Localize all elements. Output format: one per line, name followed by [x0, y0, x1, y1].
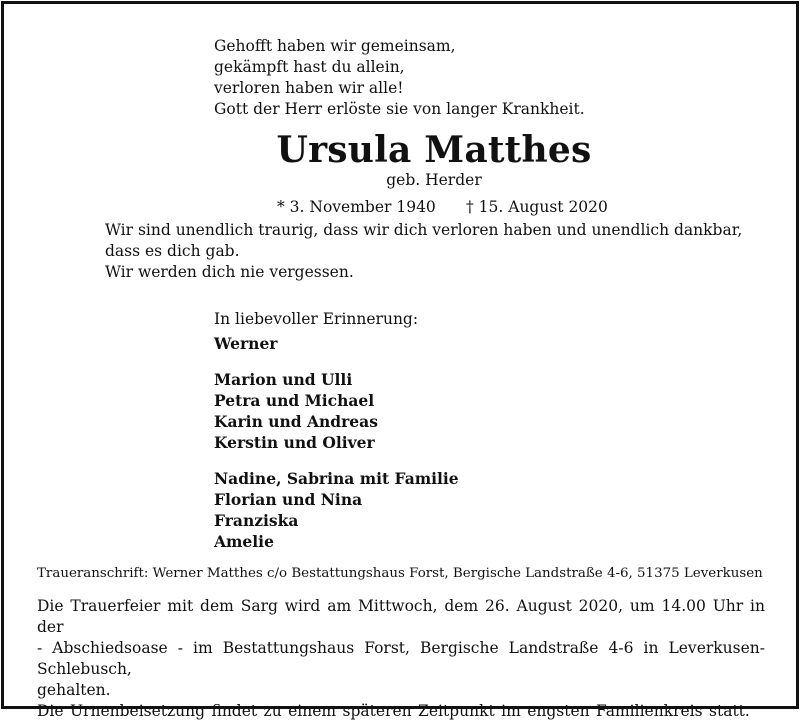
verse-line: verloren haben wir alle! [214, 79, 404, 97]
mourner-group [214, 468, 459, 552]
mourner-name: Kerstin und Oliver [214, 433, 375, 452]
death-date: † 15. August 2020 [466, 198, 608, 216]
opening-verse [214, 36, 585, 120]
mourner-name: Marion und Ulli [214, 370, 353, 389]
memory-intro: In liebevoller Erinnerung: [214, 310, 419, 328]
birth-name: geb. Herder [386, 171, 482, 189]
deceased-name: Ursula Matthes [276, 129, 592, 171]
mourning-address: Traueranschrift: Werner Matthes c/o Bestattungshaus Forst, Bergische Landstraße 4-6, 51375 Leverkusen [37, 566, 763, 581]
mourner-group [214, 369, 459, 453]
mourner-name: Petra und Michael [214, 391, 375, 410]
mourner-name: Franziska [214, 511, 299, 530]
ceremony-line: - Abschiedsoase - im Bestattungshaus Forst, Bergische Landstraße 4-6 in Leverkusen-Schlebusch, [37, 639, 765, 678]
ceremony-line: Die Trauerfeier mit dem Sarg wird am Mittwoch, dem 26. August 2020, um 14.00 Uhr in der [37, 597, 765, 636]
farewell-message [105, 220, 742, 283]
ceremony-line: Die Urnenbeisetzung findet zu einem späteren Zeitpunkt im engsten Familienkreis statt. [37, 702, 750, 720]
mourner-name: Nadine, Sabrina mit Familie [214, 469, 459, 488]
birth-date: * 3. November 1940 [277, 198, 436, 216]
ceremony-info [37, 596, 765, 722]
verse-line: Gehofft haben wir gemeinsam, [214, 37, 456, 55]
mourner-name: Amelie [214, 532, 274, 551]
mourner-name: Karin und Andreas [214, 412, 378, 431]
ceremony-line: gehalten. [37, 681, 111, 699]
message-line: Wir werden dich nie vergessen. [105, 263, 354, 281]
mourner-name: Werner [214, 334, 278, 353]
message-line: Wir sind unendlich traurig, dass wir dich verloren haben und unendlich dankbar, [105, 221, 743, 239]
mourner-name: Florian und Nina [214, 490, 363, 509]
message-line: dass es dich gab. [105, 242, 240, 260]
verse-line: gekämpft hast du allein, [214, 58, 405, 76]
verse-line: Gott der Herr erlöste sie von langer Krankheit. [214, 100, 585, 118]
mourner-group [214, 333, 459, 354]
mourners-list [214, 333, 459, 567]
